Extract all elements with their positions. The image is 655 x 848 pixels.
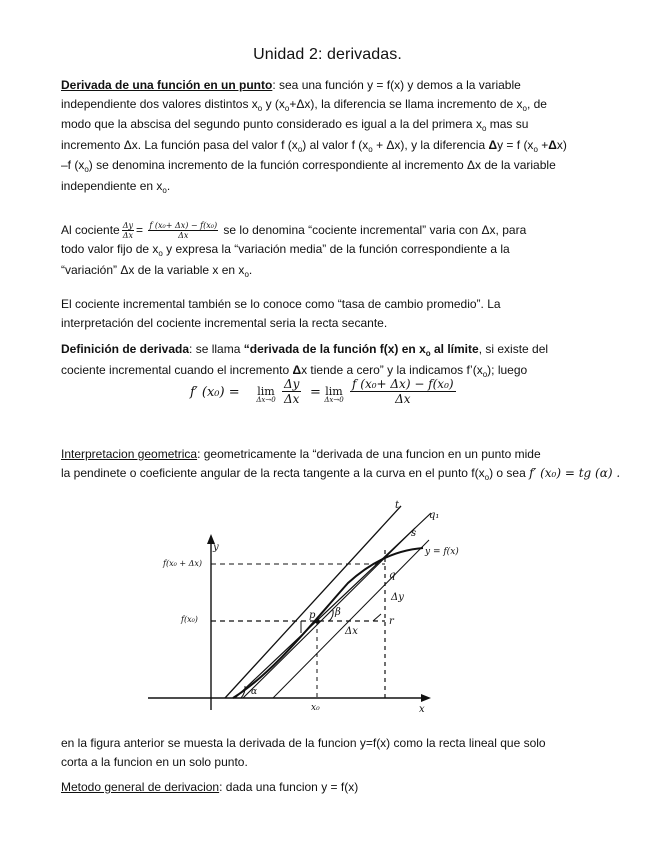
text-line: y (x [262,96,285,111]
fraction-denominator: Δx [122,231,133,241]
text-line: : geometricamente la “derivada de una funcion en un punto mide [197,447,541,461]
text-line: “variación” Δx de la variable x en x [61,262,245,277]
text-line: El cociente incremental también se lo conoce como “tasa de cambio promedio”. La [61,297,501,311]
derivative-at-point-paragraph [61,76,601,197]
label-fx0dx: f(x₀ + Δx) [163,559,202,568]
text-line: modo que la abscisa del segundo punto considerado es igual a la del primera x [61,117,482,131]
label-fx0: f(x₀) [181,615,198,624]
dy-dx-big-fraction [282,377,301,406]
subscript: o [425,349,431,358]
fraction-numerator: f (x₀+ Δx) − f(x₀) [149,221,218,231]
fraction-numerator: Δy [284,377,300,391]
fraction-denominator: Δx [284,392,300,406]
text-line: cociente incremental cuando el incremento [61,362,293,377]
label-dx: Δx [345,626,358,637]
subscript: o [84,165,89,174]
subscript: o [484,472,490,482]
text-line: . [166,178,171,193]
incremental-quotient-paragraph [61,221,601,281]
text-line: ); luego [487,362,528,377]
subscript: o [257,103,263,113]
label-q: q [389,570,396,581]
text-line: , si existe del [478,342,549,356]
text-line: independiente en x [61,178,163,193]
text-line: x tiende a cero” y la indicamos f’(x [301,362,483,377]
text-line: mas su [486,117,529,131]
label-x: x [419,704,425,715]
text-line: corta a la funcion en un solo punto. [61,754,248,769]
label-dy: Δy [391,592,404,603]
text-line: ) se denomina incremento de la función correspondiente al incremento Δx de la variable [88,158,556,172]
subscript: o [368,144,373,154]
label-r: r [389,616,394,627]
label-x0: x₀ [311,703,320,713]
point-p [315,619,319,623]
equals-sign: = [136,223,144,237]
text-line: : se llama [189,342,244,356]
difference-big-fraction [350,377,456,406]
subscript: o [533,144,538,154]
text-line: + [537,137,549,152]
label-curve: y = f(x) [425,547,459,557]
text-line: incremento Δx. La función pasa del valor f (x [61,137,298,152]
derivative-formula [190,377,490,413]
delta-symbol: Δ [292,362,302,377]
text-line: –f (x [61,158,85,172]
label-beta: β [335,607,341,618]
text-line: : dada una funcion y = f(x) [219,780,359,794]
average-rate-paragraph [61,295,601,332]
x-axis-arrow [421,694,431,702]
tangent-secant-figure [133,488,473,723]
text-line: y expresa la “variación media” de la función correspondiente a la [162,242,510,257]
formula-lhs: f′ (x₀) = [190,385,240,400]
subscript: o [297,144,303,154]
text-line: todo valor fijo de x [61,242,159,257]
subscript: o [481,124,487,133]
text-line: ) o sea [489,465,530,480]
derivative-definition-paragraph [61,340,601,381]
lim-text: lim [325,385,343,398]
bold-text: “derivada de la función f(x) en x [243,342,426,356]
subscript: o [522,103,527,113]
page-title: Unidad 2: derivadas. [253,46,402,63]
r-tick [373,614,381,621]
general-method-paragraph [61,778,601,797]
derivative-definition-heading: Definición de derivada [61,342,190,356]
dy-dx-fraction [122,221,134,240]
text-line: x) [556,137,567,152]
text-line: : sea una función y = f(x) y demos a la variable [272,78,521,92]
subscript: o [482,369,488,379]
text-line: se lo denomina “cociente incremental” varia con Δx, para [220,223,527,237]
label-alpha: α [251,687,258,697]
label-p: p [309,610,316,621]
difference-fraction [148,221,218,240]
geometric-interpretation-paragraph [61,445,655,484]
subscript: o [162,185,167,195]
general-method-heading: Metodo general de derivacion [61,780,220,794]
text-line: la pendinete o coeficiente angular de la recta tangente a la curva en el punto f(x [61,465,485,480]
tangent-formula: f′ (x₀) = tg (α) . [529,465,621,480]
subscript: o [284,103,290,113]
subscript: o [158,249,163,259]
lim-subscript: Δx→0 [256,396,276,404]
text-line: ) al valor f (x [302,137,369,152]
text-line: +Δx), la diferencia se llama incremento de x [289,96,523,111]
figure-caption-paragraph [61,734,621,771]
geometric-interpretation-heading: Interpretacion geometrica [61,447,198,461]
text-line: en la figura anterior se muesta la derivada de la funcion y=f(x) como la recta lineal que solo [61,736,546,750]
label-q1: q₁ [429,510,440,521]
limit-2 [320,385,348,404]
equals-sign: = [310,385,321,400]
fraction-denominator: Δx [395,392,411,406]
delta-symbol: Δ [488,137,498,152]
lim-text: lim [257,385,275,398]
derivative-at-point-heading: Derivada de una función en un punto [61,78,273,92]
bold-text: al límite [430,342,479,356]
text-line: y = f (x [497,137,534,152]
delta-symbol: Δ [548,137,557,152]
limit-1 [252,385,280,404]
subscript: o [244,269,249,279]
label-s: s [411,528,417,539]
text-line: . [248,262,253,277]
fraction-numerator: f (x₀+ Δx) − f(x₀) [352,377,454,391]
label-y: y [213,542,219,553]
fraction-numerator: Δy [122,221,133,231]
secant-line-s [243,528,415,698]
fraction-denominator: Δx [178,231,189,241]
text-line: , de [526,96,547,111]
text-line: independiente dos valores distintos x [61,96,258,111]
text-line: Al cociente [61,223,120,237]
text-line: interpretación del cociente incremental seria la recta secante. [61,315,388,330]
text-line: + Δx), y la diferencia [372,137,489,152]
lim-subscript: Δx→0 [324,396,344,404]
tangent-line [225,506,401,698]
label-t: t [395,500,400,511]
